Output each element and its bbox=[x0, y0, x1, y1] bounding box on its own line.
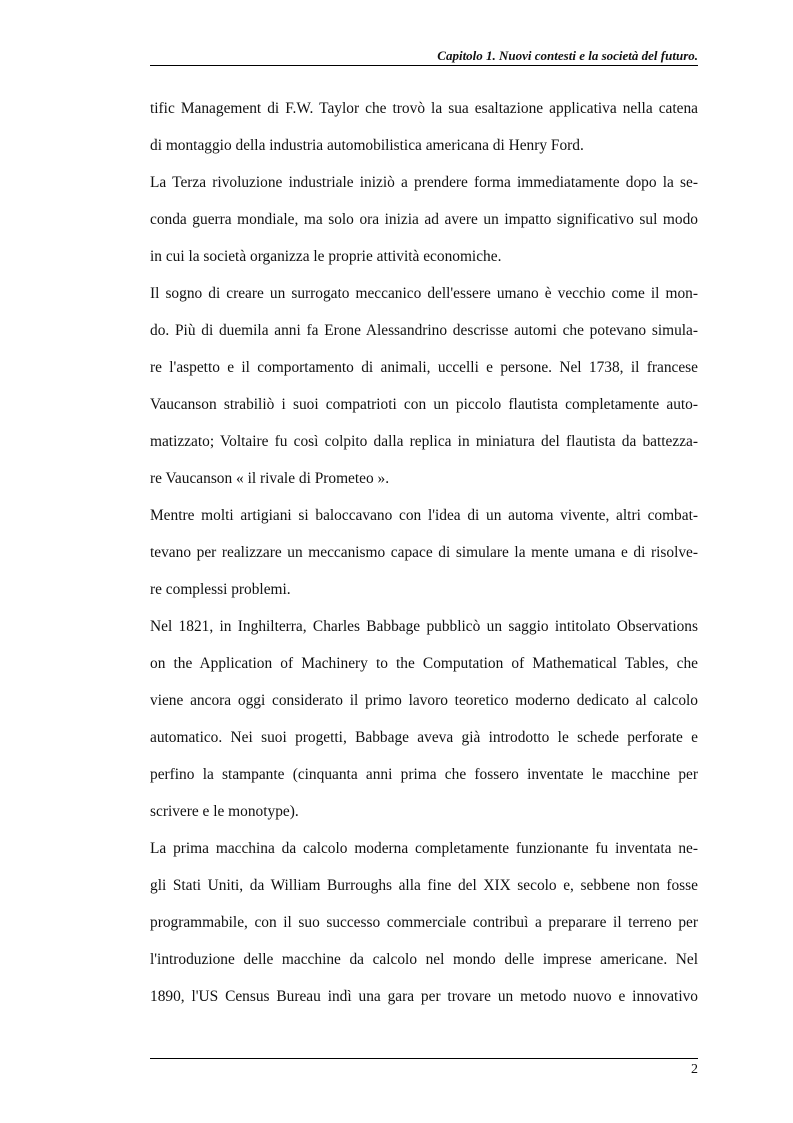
paragraph bbox=[150, 608, 698, 830]
text-line: programmabile, con il suo successo commerciale contribuì a preparare il terreno per bbox=[150, 914, 698, 931]
text-line: tific Management di F.W. Taylor che trovò la sua esaltazione applicativa nella catena bbox=[150, 100, 698, 117]
text-line: tevano per realizzare un meccanismo capace di simulare la mente umana e di risolve- bbox=[150, 544, 698, 561]
text-line: Nel 1821, in Inghilterra, Charles Babbage pubblicò un saggio intitolato Observations bbox=[150, 618, 698, 635]
text-line: l'introduzione delle macchine da calcolo nel mondo delle imprese americane. Nel bbox=[150, 951, 698, 968]
text-line: Il sogno di creare un surrogato meccanico dell'essere umano è vecchio come il mon- bbox=[150, 285, 698, 302]
text-line: do. Più di duemila anni fa Erone Alessandrino descrisse automi che potevano simula- bbox=[150, 322, 698, 339]
running-header: Capitolo 1. Nuovi contesti e la società del futuro. bbox=[437, 48, 698, 63]
text-line: re Vaucanson « il rivale di Prometeo ». bbox=[150, 470, 390, 487]
page-number: 2 bbox=[691, 1062, 698, 1077]
text-line: matizzato; Voltaire fu così colpito dalla replica in miniatura del flautista da battezza- bbox=[150, 433, 698, 450]
text-line: viene ancora oggi considerato il primo lavoro teoretico moderno dedicato al calcolo bbox=[150, 692, 698, 709]
text-line: La prima macchina da calcolo moderna completamente funzionante fu inventata ne- bbox=[150, 840, 698, 857]
text-line: Vaucanson strabiliò i suoi compatrioti con un piccolo flautista completamente auto- bbox=[150, 396, 698, 413]
text-line: in cui la società organizza le proprie attività economiche. bbox=[150, 248, 502, 265]
text-line: re l'aspetto e il comportamento di animali, uccelli e persone. Nel 1738, il francese bbox=[150, 359, 698, 376]
header-rule bbox=[150, 65, 698, 66]
text-line: re complessi problemi. bbox=[150, 581, 291, 598]
text-line: gli Stati Uniti, da William Burroughs alla fine del XIX secolo e, sebbene non fosse bbox=[150, 877, 698, 894]
text-line: La Terza rivoluzione industriale iniziò a prendere forma immediatamente dopo la se- bbox=[150, 174, 698, 191]
body-text bbox=[150, 90, 698, 1015]
text-line: automatico. Nei suoi progetti, Babbage aveva già introdotto le schede perforate e bbox=[150, 729, 698, 746]
paragraph bbox=[150, 90, 698, 164]
text-line: scrivere e le monotype). bbox=[150, 803, 299, 820]
text-line: Mentre molti artigiani si baloccavano con l'idea di un automa vivente, altri combat- bbox=[150, 507, 698, 524]
footer-rule bbox=[150, 1058, 698, 1059]
text-line: di montaggio della industria automobilistica americana di Henry Ford. bbox=[150, 137, 584, 154]
text-line: on the Application of Machinery to the Computation of Mathematical Tables, che bbox=[150, 655, 698, 672]
paragraph bbox=[150, 830, 698, 1015]
paragraph bbox=[150, 164, 698, 275]
paragraph bbox=[150, 275, 698, 497]
text-line: conda guerra mondiale, ma solo ora inizia ad avere un impatto significativo sul modo bbox=[150, 211, 698, 228]
paragraph bbox=[150, 497, 698, 608]
text-line: 1890, l'US Census Bureau indì una gara per trovare un metodo nuovo e innovativo bbox=[150, 988, 698, 1005]
text-line: perfino la stampante (cinquanta anni prima che fossero inventate le macchine per bbox=[150, 766, 698, 783]
